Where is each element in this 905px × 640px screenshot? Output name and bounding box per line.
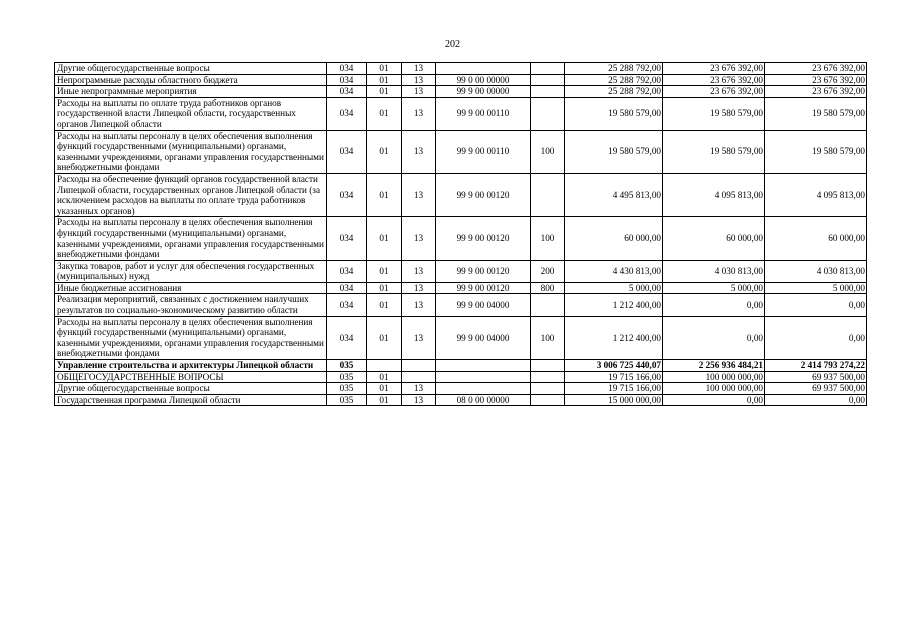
cell-amount-3: 69 937 500,00 <box>765 371 867 383</box>
cell-target-article <box>436 360 531 372</box>
table-row <box>55 130 867 173</box>
cell-name: Иные непрограммные мероприятия <box>55 86 327 98</box>
cell-amount-3: 23 676 392,00 <box>765 74 867 86</box>
cell-amount-2: 23 676 392,00 <box>663 63 765 75</box>
cell-amount-3: 4 030 813,00 <box>765 260 867 282</box>
cell-expense-type <box>531 394 565 406</box>
cell-amount-1: 19 715 166,00 <box>565 383 663 395</box>
cell-target-article: 99 9 00 00000 <box>436 86 531 98</box>
table-row <box>55 63 867 75</box>
cell-amount-3: 69 937 500,00 <box>765 383 867 395</box>
cell-amount-1: 3 006 725 440,07 <box>565 360 663 372</box>
table-row <box>55 74 867 86</box>
cell-amount-1: 19 715 166,00 <box>565 371 663 383</box>
cell-amount-2: 0,00 <box>663 394 765 406</box>
cell-section: 01 <box>367 217 402 260</box>
cell-amount-1: 1 212 400,00 <box>565 294 663 316</box>
cell-expense-type <box>531 173 565 216</box>
cell-name: Другие общегосударственные вопросы <box>55 383 327 395</box>
cell-amount-3: 19 580 579,00 <box>765 97 867 130</box>
cell-amount-3: 60 000,00 <box>765 217 867 260</box>
table-row <box>55 294 867 316</box>
table-row <box>55 97 867 130</box>
cell-amount-2: 100 000 000,00 <box>663 371 765 383</box>
table-row <box>55 260 867 282</box>
cell-amount-1: 5 000,00 <box>565 282 663 294</box>
cell-expense-type: 100 <box>531 316 565 359</box>
cell-amount-1: 25 288 792,00 <box>565 63 663 75</box>
cell-amount-3: 19 580 579,00 <box>765 130 867 173</box>
cell-subsection: 13 <box>402 217 436 260</box>
table-row <box>55 173 867 216</box>
cell-amount-3: 23 676 392,00 <box>765 63 867 75</box>
cell-amount-3: 23 676 392,00 <box>765 86 867 98</box>
cell-expense-type <box>531 97 565 130</box>
cell-target-article: 99 9 00 00120 <box>436 173 531 216</box>
cell-expense-type: 100 <box>531 217 565 260</box>
cell-expense-type <box>531 294 565 316</box>
table-row <box>55 371 867 383</box>
cell-target-article: 08 0 00 00000 <box>436 394 531 406</box>
cell-expense-type: 800 <box>531 282 565 294</box>
cell-expense-type: 200 <box>531 260 565 282</box>
cell-department-code: 034 <box>327 294 367 316</box>
cell-target-article: 99 9 00 00110 <box>436 97 531 130</box>
cell-subsection <box>402 360 436 372</box>
cell-target-article: 99 9 00 04000 <box>436 316 531 359</box>
cell-name: Расходы на выплаты персоналу в целях обеспечения выполнения функций государственными (муниципальными) органами, казенными учреждениями, органами управления государственными внебюджетными фондами <box>55 217 327 260</box>
cell-expense-type: 100 <box>531 130 565 173</box>
cell-subsection: 13 <box>402 383 436 395</box>
cell-section: 01 <box>367 130 402 173</box>
cell-target-article: 99 9 00 00120 <box>436 282 531 294</box>
cell-name: Иные бюджетные ассигнования <box>55 282 327 294</box>
cell-department-code: 034 <box>327 97 367 130</box>
cell-department-code: 034 <box>327 130 367 173</box>
cell-subsection: 13 <box>402 316 436 359</box>
cell-amount-1: 15 000 000,00 <box>565 394 663 406</box>
cell-amount-3: 5 000,00 <box>765 282 867 294</box>
cell-subsection: 13 <box>402 394 436 406</box>
cell-department-code: 035 <box>327 360 367 372</box>
cell-name: Управление строительства и архитектуры Липецкой области <box>55 360 327 372</box>
cell-department-code: 035 <box>327 371 367 383</box>
cell-section: 01 <box>367 74 402 86</box>
cell-name: Реализация мероприятий, связанных с достижением наилучших результатов по социально-экономическому развитию области <box>55 294 327 316</box>
cell-target-article: 99 9 00 04000 <box>436 294 531 316</box>
cell-amount-1: 4 430 813,00 <box>565 260 663 282</box>
cell-expense-type <box>531 360 565 372</box>
cell-name: Непрограммные расходы областного бюджета <box>55 74 327 86</box>
cell-name: Расходы на выплаты персоналу в целях обеспечения выполнения функций государственными (муниципальными) органами, казенными учреждениями, органами управления государственными внебюджетными фондами <box>55 316 327 359</box>
cell-amount-1: 25 288 792,00 <box>565 86 663 98</box>
cell-name: Расходы на выплаты персоналу в целях обеспечения выполнения функций государственными (муниципальными) органами, казенными учреждениями, органами управления государственными внебюджетными фондами <box>55 130 327 173</box>
table-row <box>55 86 867 98</box>
cell-section: 01 <box>367 371 402 383</box>
cell-expense-type <box>531 86 565 98</box>
cell-name: ОБЩЕГОСУДАРСТВЕННЫЕ ВОПРОСЫ <box>55 371 327 383</box>
cell-amount-2: 0,00 <box>663 316 765 359</box>
cell-expense-type <box>531 74 565 86</box>
cell-target-article: 99 9 00 00120 <box>436 260 531 282</box>
cell-department-code: 035 <box>327 394 367 406</box>
cell-amount-2: 23 676 392,00 <box>663 74 765 86</box>
cell-subsection <box>402 371 436 383</box>
table-row <box>55 383 867 395</box>
cell-amount-2: 4 030 813,00 <box>663 260 765 282</box>
table-row <box>55 282 867 294</box>
cell-amount-3: 0,00 <box>765 394 867 406</box>
cell-section: 01 <box>367 316 402 359</box>
cell-department-code: 034 <box>327 63 367 75</box>
cell-amount-1: 19 580 579,00 <box>565 97 663 130</box>
cell-department-code: 034 <box>327 217 367 260</box>
cell-section: 01 <box>367 394 402 406</box>
cell-target-article <box>436 371 531 383</box>
cell-section <box>367 360 402 372</box>
cell-section: 01 <box>367 383 402 395</box>
cell-name: Государственная программа Липецкой области <box>55 394 327 406</box>
cell-target-article: 99 0 00 00000 <box>436 74 531 86</box>
cell-amount-2: 19 580 579,00 <box>663 130 765 173</box>
cell-amount-3: 2 414 793 274,22 <box>765 360 867 372</box>
cell-department-code: 034 <box>327 260 367 282</box>
cell-amount-1: 19 580 579,00 <box>565 130 663 173</box>
cell-name: Другие общегосударственные вопросы <box>55 63 327 75</box>
cell-amount-1: 25 288 792,00 <box>565 74 663 86</box>
cell-amount-2: 5 000,00 <box>663 282 765 294</box>
cell-amount-3: 4 095 813,00 <box>765 173 867 216</box>
cell-section: 01 <box>367 294 402 316</box>
cell-amount-1: 60 000,00 <box>565 217 663 260</box>
cell-amount-2: 4 095 813,00 <box>663 173 765 216</box>
cell-amount-2: 0,00 <box>663 294 765 316</box>
cell-amount-2: 23 676 392,00 <box>663 86 765 98</box>
cell-target-article <box>436 63 531 75</box>
cell-subsection: 13 <box>402 74 436 86</box>
table-row <box>55 394 867 406</box>
cell-target-article: 99 9 00 00120 <box>436 217 531 260</box>
cell-amount-1: 4 495 813,00 <box>565 173 663 216</box>
cell-subsection: 13 <box>402 86 436 98</box>
cell-target-article: 99 9 00 00110 <box>436 130 531 173</box>
cell-subsection: 13 <box>402 260 436 282</box>
cell-subsection: 13 <box>402 97 436 130</box>
cell-amount-1: 1 212 400,00 <box>565 316 663 359</box>
page-number: 202 <box>445 39 460 50</box>
cell-subsection: 13 <box>402 294 436 316</box>
cell-subsection: 13 <box>402 282 436 294</box>
cell-name: Расходы на обеспечение функций органов государственной власти Липецкой области, государственных органов Липецкой области (за исключением расходов на выплаты по оплате труда работников указанных органов) <box>55 173 327 216</box>
cell-amount-2: 19 580 579,00 <box>663 97 765 130</box>
cell-subsection: 13 <box>402 63 436 75</box>
cell-name: Расходы на выплаты по оплате труда работников органов государственной власти Липецкой области, государственных органов Липецкой области <box>55 97 327 130</box>
cell-amount-2: 2 256 936 484,21 <box>663 360 765 372</box>
cell-department-code: 034 <box>327 282 367 294</box>
cell-amount-2: 60 000,00 <box>663 217 765 260</box>
cell-target-article <box>436 383 531 395</box>
cell-department-code: 034 <box>327 74 367 86</box>
cell-expense-type <box>531 383 565 395</box>
table-row <box>55 316 867 359</box>
cell-amount-3: 0,00 <box>765 316 867 359</box>
cell-section: 01 <box>367 86 402 98</box>
cell-section: 01 <box>367 173 402 216</box>
cell-expense-type <box>531 371 565 383</box>
cell-section: 01 <box>367 260 402 282</box>
cell-section: 01 <box>367 63 402 75</box>
cell-department-code: 034 <box>327 316 367 359</box>
cell-section: 01 <box>367 282 402 294</box>
cell-subsection: 13 <box>402 130 436 173</box>
table-row <box>55 217 867 260</box>
cell-subsection: 13 <box>402 173 436 216</box>
cell-amount-3: 0,00 <box>765 294 867 316</box>
cell-expense-type <box>531 63 565 75</box>
cell-amount-2: 100 000 000,00 <box>663 383 765 395</box>
cell-department-code: 034 <box>327 173 367 216</box>
table-row <box>55 360 867 372</box>
cell-name: Закупка товаров, работ и услуг для обеспечения государственных (муниципальных) нужд <box>55 260 327 282</box>
cell-department-code: 035 <box>327 383 367 395</box>
cell-department-code: 034 <box>327 86 367 98</box>
budget-table <box>54 62 867 406</box>
cell-section: 01 <box>367 97 402 130</box>
